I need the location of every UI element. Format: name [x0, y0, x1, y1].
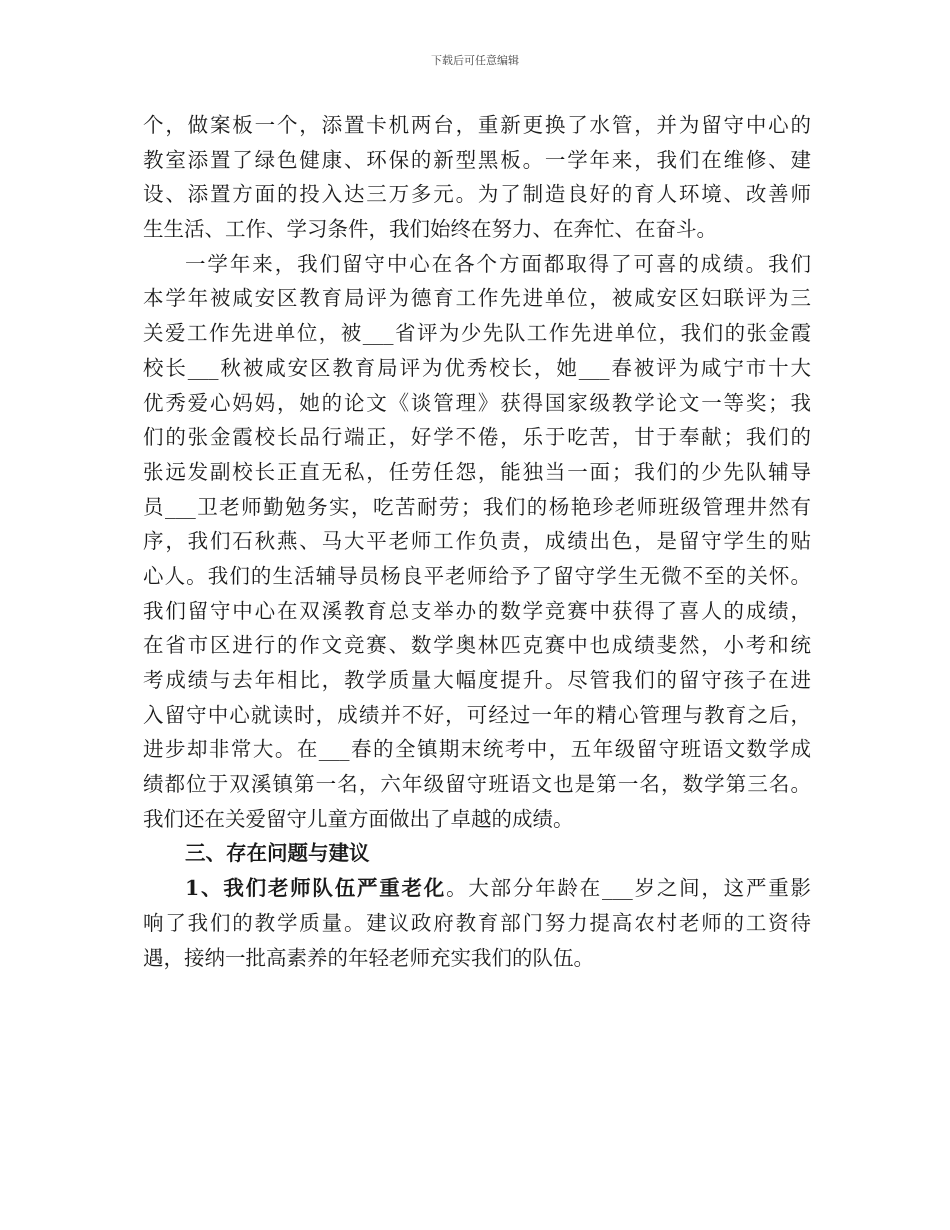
- point-text: 岁之间，这严重影: [632, 876, 812, 901]
- paragraph-line: 校长___秋被咸安区教育局评为优秀校长，她___春被评为咸宁市十大: [143, 355, 811, 380]
- paragraph-line: 进步却非常大。在___春的全镇期末统考中，五年级留守班语文数学成: [143, 737, 811, 762]
- paragraph-line: 入留守中心就读时，成绩并不好，可经过一年的精心管理与教育之后，: [143, 702, 811, 727]
- paragraph-line: 考成绩与去年相比，教学质量大幅度提升。尽管我们的留守孩子在进: [143, 668, 811, 692]
- paragraph-line: 响了我们的教学质量。建议政府教育部门努力提高农村老师的工资待: [143, 910, 811, 935]
- paragraph-line: 优秀爱心妈妈，她的论文《谈管理》获得国家级教学论文一等奖；我: [143, 390, 811, 415]
- paragraph-line: 本学年被咸安区教育局评为德育工作先进单位，被咸安区妇联评为三: [143, 286, 811, 311]
- paragraph-line: 张远发副校长正直无私，任劳任怨，能独当一面；我们的少先队辅导: [143, 459, 811, 484]
- paragraph-line: 绩都位于双溪镇第一名，六年级留守班语文也是第一名，数学第三名。: [143, 772, 811, 797]
- paragraph-line: 个，做案板一个，添置卡机两台，重新更换了水管，并为留守中心的: [143, 113, 811, 137]
- paragraph-line: 我们留守中心在双溪教育总支举办的数学竞赛中获得了喜人的成绩，: [143, 598, 811, 623]
- paragraph-line: 员___卫老师勤勉务实，吃苦耐劳；我们的杨艳珍老师班级管理井然有: [143, 494, 811, 519]
- document-body: [143, 108, 811, 975]
- paragraph-line: 我们还在关爱留守儿童方面做出了卓越的成绩。: [143, 806, 574, 831]
- paragraph-line: 关爱工作先进单位，被___省评为少先队工作先进单位，我们的张金霞: [143, 321, 811, 346]
- paragraph-line: 在省市区进行的作文竞赛、数学奥林匹克赛中也成绩斐然，小考和统: [143, 633, 811, 658]
- paragraph-line: 教室添置了绿色健康、环保的新型黑板。一学年来，我们在维修、建: [143, 147, 811, 172]
- point-title: 1、我们老师队伍严重老化: [185, 876, 447, 901]
- paragraph-line: 生生活、工作、学习条件，我们始终在努力、在奔忙、在奋斗。: [143, 217, 717, 242]
- paragraph-line: 一学年来，我们留守中心在各个方面都取得了可喜的成绩。我们: [185, 251, 811, 276]
- paragraph-line: 设、添置方面的投入达三万多元。为了制造良好的育人环境、改善师: [143, 182, 811, 207]
- paragraph-line: 遇，接纳一批高素养的年轻老师充实我们的队伍。: [143, 945, 594, 970]
- point-text: 。大部分年龄在___: [446, 876, 633, 901]
- header-note: 下载后可任意编辑: [431, 54, 519, 67]
- paragraph-line: [143, 871, 811, 906]
- paragraph-line: 们的张金霞校长品行端正，好学不倦，乐于吃苦，甘于奉献；我们的: [143, 425, 811, 450]
- paragraph-line: 心人。我们的生活辅导员杨良平老师给予了留守学生无微不至的关怀。: [143, 563, 811, 588]
- paragraph-line: 序，我们石秋燕、马大平老师工作负责，成绩出色，是留守学生的贴: [143, 529, 811, 554]
- section-heading: 三、存在问题与建议: [185, 841, 370, 866]
